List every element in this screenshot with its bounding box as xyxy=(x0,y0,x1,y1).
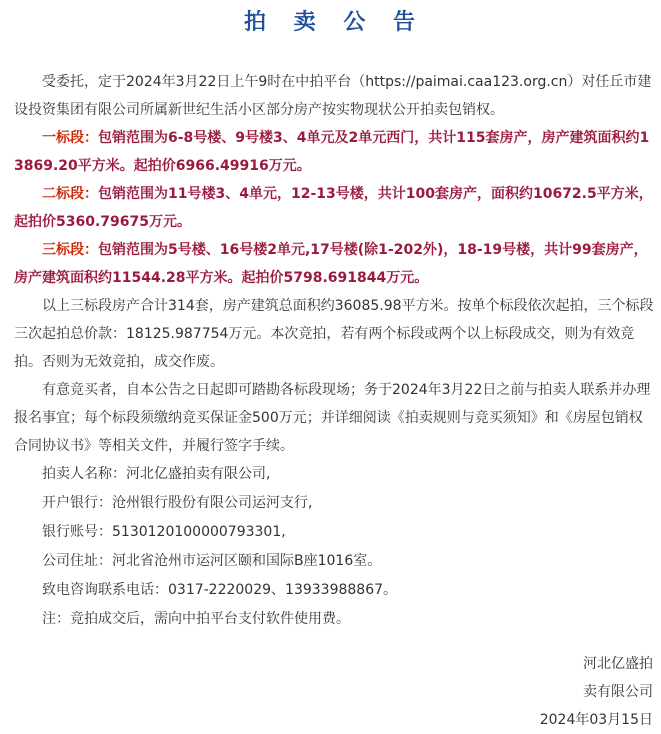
lot-1-label: 一标段： xyxy=(42,130,98,146)
lot-2-paragraph xyxy=(14,180,655,236)
lot-3-label: 三标段： xyxy=(42,242,98,258)
contact-phone: 致电咨询联系电话：0317-2220029、13933988867。 xyxy=(42,582,398,598)
signature-date: 2024年03月15日 xyxy=(539,712,653,728)
signature-line-1: 河北亿盛拍 xyxy=(583,656,653,672)
auctioneer-name: 拍卖人名称：河北亿盛拍卖有限公司, xyxy=(42,466,271,482)
notice-paragraph: 有意竞买者，自本公告之日起即可踏勘各标段现场；务于2024年3月22日之前与拍卖人联系并办理报名事宜；每个标段须缴纳竞买保证金500万元；并详细阅读《拍卖规则与竞买须知》和《房屋包销权合同协议书》等相关文件，并履行签字手续。 xyxy=(14,382,651,454)
company-address: 公司住址：河北省沧州市运河区颐和国际B座1016室。 xyxy=(42,553,382,569)
lot-2-text: 包销范围为11号楼3、4单元，12-13号楼，共计100套房产，面积约10672.5平方米，起拍价5360.79675万元。 xyxy=(14,186,653,230)
fee-note: 注：竞拍成交后，需向中拍平台支付软件使用费。 xyxy=(42,611,350,627)
intro-paragraph: 受委托，定于2024年3月22日上午9时在中拍平台（https://paimai.caa123.org.cn）对任丘市建设投资集团有限公司所属新世纪生活小区部分房产按实物现状公开拍卖包销权。 xyxy=(14,74,652,118)
lot-1-paragraph xyxy=(14,124,655,180)
page-title: 拍 卖 公 告 xyxy=(244,10,425,35)
signature-line-2: 卖有限公司 xyxy=(583,684,653,700)
lot-2-label: 二标段： xyxy=(42,186,98,202)
bank-account: 银行账号：5130120100000793301, xyxy=(42,524,286,540)
lot-1-text: 包销范围为6-8号楼、9号楼3、4单元及2单元西门，共计115套房产，房产建筑面积约13869.20平方米。起拍价6966.49916万元。 xyxy=(14,130,650,174)
lot-3-paragraph xyxy=(14,236,655,292)
lot-3-text: 包销范围为5号楼、16号楼2单元,17号楼(除1-202外)，18-19号楼，共计99套房产，房产建筑面积约11544.28平方米。起拍价5798.691844万元。 xyxy=(14,242,648,286)
summary-paragraph: 以上三标段房产合计314套，房产建筑总面积约36085.98平方米。按单个标段依次起拍，三个标段三次起拍总价款：18125.987754万元。本次竞拍，若有两个标段或两个以上标段成交，则为有效竞拍。否则为无效竞拍，成交作废。 xyxy=(14,298,654,370)
bank-name: 开户银行：沧州银行股份有限公司运河支行, xyxy=(42,495,313,511)
